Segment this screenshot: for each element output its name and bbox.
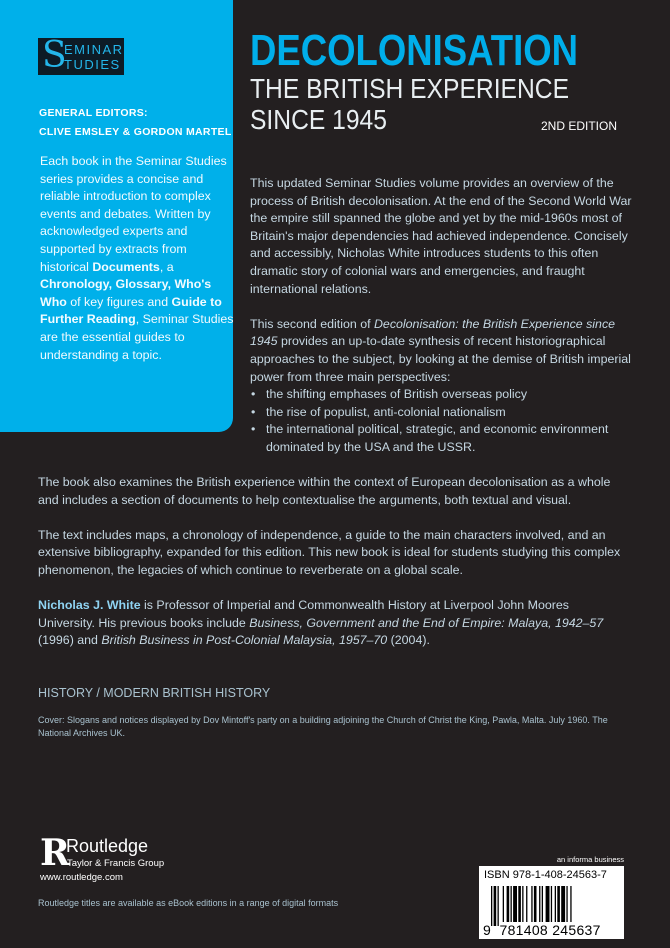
- subtitle-line: THE BRITISH EXPERIENCE: [250, 73, 570, 104]
- book-title: DECOLONISATION: [250, 26, 579, 75]
- description-para: [250, 316, 635, 386]
- general-editors: [39, 104, 232, 142]
- isbn-text: ISBN 978-1-408-24563-7: [484, 869, 607, 881]
- subject-category: HISTORY / MODERN BRITISH HISTORY: [38, 686, 271, 700]
- list-item: • the shifting emphases of British overseas policy: [266, 386, 635, 404]
- text: This second edition of: [250, 316, 374, 331]
- blurb-bold: Guide to Further Reading: [40, 294, 222, 327]
- blurb-text: Each book in the Seminar Studies series provides a concise and reliable introduction to complex events and debates. Written by acknowledged experts and supported by extracts from historical: [40, 154, 227, 274]
- description-para: The book also examines the British experience within the context of European decolonisation as a whole and includes a section of documents to help contextualise the arguments, both textual and visual.: [38, 475, 611, 507]
- blurb-bold: Documents: [92, 259, 160, 274]
- subtitle-line: SINCE 1945: [250, 104, 387, 135]
- book-title-italic: Decolonisation: the British Experience since 1945: [250, 316, 616, 349]
- ebook-note: Routledge titles are available as eBook editions in a range of digital formats: [38, 898, 339, 908]
- series-panel: [0, 0, 233, 432]
- list-item: • the international political, strategic, and economic environment dominated by the USA and the USSR.: [266, 421, 635, 456]
- author-name: Nicholas J. White: [38, 598, 141, 613]
- series-blurb: [40, 153, 235, 364]
- logo-initial: S: [42, 35, 67, 76]
- editors-heading: GENERAL EDITORS:: [39, 107, 148, 119]
- text: (1996) and: [38, 633, 102, 648]
- blurb-bold: Chronology, Glossary, Who's Who: [40, 277, 212, 309]
- book-italic: British Business in Post-Colonial Malaysia, 1957–70: [101, 633, 388, 648]
- perspectives-list: [250, 386, 635, 456]
- logo-line1: EMINAR: [64, 42, 124, 57]
- description-para: The text includes maps, a chronology of independence, a guide to the main characters involved, and an extensive bibliography, expanded for this edition. This new book is ideal for students studying this complex phenomenon, the legacies of which continue to reverberate on a global scale.: [38, 527, 621, 577]
- edition-label: 2ND EDITION: [540, 119, 617, 133]
- book-subtitle: [250, 73, 569, 135]
- blurb-text: , Seminar Studies are the essential guides to understanding a topic.: [40, 312, 234, 362]
- lower-text: [38, 474, 628, 668]
- book-italic: Business, Government and the End of Empire: Malaya, 1942–57: [249, 615, 604, 630]
- publisher-group: Taylor & Francis Group: [67, 858, 165, 869]
- text: provides an up-to-date synthesis of recent historiographical approaches to the subject, by looking at the demise of British imperial power from three main perspectives:: [250, 334, 631, 384]
- author-bio: [38, 597, 628, 650]
- barcode-first-digit: 9: [483, 922, 492, 938]
- text: is Professor of Imperial and Commonwealth History at Liverpool John Moores University. His previous books include: [38, 598, 569, 630]
- routledge-r-icon: R: [40, 832, 70, 874]
- blurb-text: , a: [159, 259, 174, 274]
- logo-line2: TUDIES: [64, 57, 121, 72]
- list-item: • the rise of populist, anti-colonial nationalism: [266, 404, 635, 422]
- blurb-text: of key figures and: [66, 294, 172, 309]
- barcode-digits: [483, 922, 601, 938]
- description: [250, 175, 635, 457]
- description-para: This updated Seminar Studies volume provides an overview of the process of British decolonisation. At the end of the Second World War the empire still spanned the globe and yet by the mid-1960s most of Britain's major dependencies had achieved independence. Concisely and accessibly, Nicholas White introduces students to this often dramatic story of colonial wars and emergencies, and fraught international relations.: [250, 176, 632, 296]
- cover-credit: Cover: Slogans and notices displayed by Dov Mintoff's party on a building adjoining the Church of Christ the King, Pawla, Malta. July 1960. The National Archives UK.: [38, 715, 608, 738]
- seminar-studies-logo: [38, 35, 124, 76]
- isbn-barcode: [479, 866, 624, 939]
- informa-tagline: an informa business: [556, 855, 624, 864]
- barcode-bars-icon: [491, 886, 619, 926]
- barcode-digit-groups: 781408 245637: [499, 922, 601, 938]
- publisher-url[interactable]: www.routledge.com: [40, 872, 123, 883]
- editors-names: CLIVE EMSLEY & GORDON MARTEL: [39, 126, 232, 138]
- publisher-name: Routledge: [66, 836, 149, 856]
- text: (2004).: [387, 633, 430, 648]
